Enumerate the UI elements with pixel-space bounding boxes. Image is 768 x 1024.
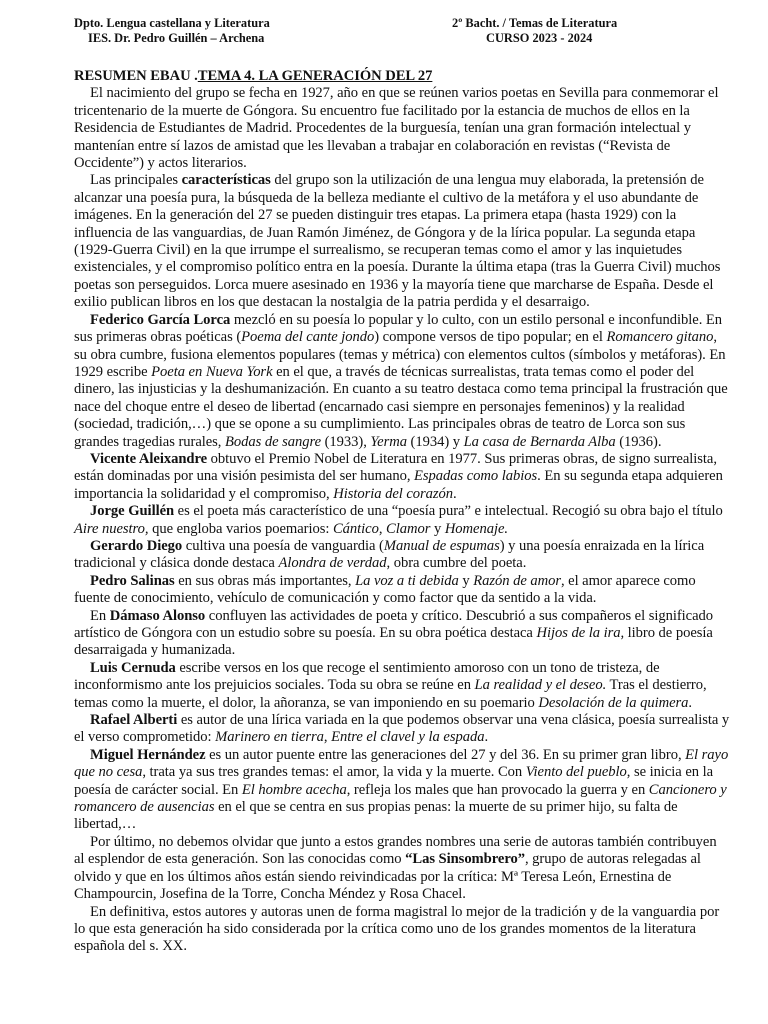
text-run: , su obra cumbre, fusiona elementos populares (temas y métrica) con elementos cultos (símbolos y metáforas). En 1929 escribe <box>74 329 726 380</box>
text-run: El nacimiento del grupo se fecha en 1927, año en que se reúnen varios poetas en Sevilla para conmemorar el tricentenario de la muerte de Góngora. Su encuentro fue facilitado por la estancia de muchos de ellos en la Residencia de Estudiantes de Madrid. Procedentes de la burguesía, tenían una gran formación intelectual y mantenían entre sí lazos de amistad que les llevaban a trabajar en colaboración en revistas (“Revista de Occidente”) y actos literarios. <box>74 85 719 172</box>
text-run: cultiva una poesía de vanguardia ( <box>182 537 384 554</box>
document-body <box>74 68 730 956</box>
work-title: Clamor <box>386 520 431 537</box>
paragraph <box>74 172 730 311</box>
text-run: , <box>323 729 332 746</box>
text-run: . <box>484 729 489 746</box>
text-run: En definitiva, estos autores y autoras unen de forma magistral lo mejor de la tradición y de la vanguardia por lo que esta generación ha sido considerada por la crítica como uno de los grandes momentos de la literatura española del s. XX. <box>74 903 720 955</box>
school-line: IES. Dr. Pedro Guillén – Archena <box>88 31 265 45</box>
bold-term: Pedro Salinas <box>90 572 175 589</box>
paragraph <box>74 608 730 660</box>
work-title: Alondra de verdad <box>278 555 387 572</box>
work-title: La casa de Bernarda Alba <box>463 433 616 450</box>
work-title: Bodas de sangre <box>225 433 322 450</box>
text-run: en sus obras más importantes, <box>174 572 356 589</box>
work-title: Romancero gitano <box>606 329 714 346</box>
text-run: ) compone versos de tipo popular; en el <box>374 329 607 346</box>
bold-term: Federico García Lorca <box>90 311 231 328</box>
text-run: (1933), <box>321 433 371 450</box>
text-run: en el que se centra en sus propias penas: la muerte de su primer hijo, su falta de libertad,… <box>74 799 678 833</box>
text-run: del grupo son la utilización de una lengua muy elaborada, la pretensión de alcanzar una poesía pura, la búsqueda de la belleza mediante el cultivo de la metáfora y el uso abundante de imágenes. En la generación del 27 se pueden distinguir tres etapas. La primera etapa (hasta 1929) con la influencia de las vanguardias, de Juan Ramón Jiménez, de Góngora y de la lírica popular. La segunda etapa (1929-Guerra Civil) en la que irrumpe el surrealismo, se recuperan temas como el amor y las inquietudes existenciales, y el compromiso político entra en la poesía. Durante la última etapa (tras la Guerra Civil) muchos poetas son perseguidos. Lorca muere asesinado en 1936 y la mayoría tiene que marcharse de España. Desde el exilio publican libros en los que destacan la nostalgia de la patria perdida y el desarraigo. <box>74 172 721 311</box>
text-run: , el amor aparece como fuente de conocimiento, vehículo de comunicación y como factor que da sentido a la vida. <box>74 572 696 607</box>
work-title: Poeta en Nueva York <box>151 363 273 380</box>
paragraph <box>74 85 730 172</box>
work-title: El hombre acecha <box>241 781 347 798</box>
work-title: Razón de amor <box>473 572 561 589</box>
text-run: , <box>378 520 387 537</box>
text-run: , trata ya sus tres grandes temas: el amor, la vida y la muerte. Con <box>142 764 526 781</box>
paragraph <box>74 904 730 956</box>
course-line: 2º Bacht. / Temas de Literatura <box>452 16 618 30</box>
paragraph-list <box>74 85 730 955</box>
text-run: libro de poesía desarraigada y humanizada. <box>74 625 713 659</box>
bold-term: Jorge Guillén <box>90 503 175 520</box>
document-title <box>74 68 730 85</box>
bold-term: Dámaso Alonso <box>109 607 206 624</box>
text-run: (1936). <box>615 433 662 450</box>
text-run: es un autor puente entre las generaciones del 27 y del 36. En su primer gran libro, <box>205 746 686 763</box>
work-title: Entre el clavel y la espada <box>331 729 485 746</box>
paragraph <box>74 312 730 451</box>
paragraph <box>74 573 730 608</box>
work-title: Espadas como labios <box>414 468 538 485</box>
header-right <box>452 16 692 46</box>
text-run: Por último, no debemos olvidar que junto a estos grandes nombres una serie de autoras también contribuyen al esplendor de esta generación. Son las conocidas como <box>74 833 717 868</box>
work-title: Viento del pueblo <box>525 764 627 781</box>
work-title: La voz a ti debida <box>355 572 459 589</box>
text-run: mezcló en su poesía lo popular y lo culto, con un estilo personal e inconfundible. En sus primeras obras poéticas ( <box>74 311 723 346</box>
title-main: TEMA 4. LA GENERACIÓN DEL 27 <box>197 68 433 84</box>
work-title: La realidad y el deseo. <box>474 677 607 694</box>
text-run: obtuvo el Premio Nobel de Literatura en 1977. Sus primeras obras, de signo surrealista, están dominadas por una visión pesimista del ser humano, <box>74 450 717 485</box>
text-run: . En su segunda etapa adquieren importancia la solidaridad y el compromiso, <box>74 468 723 502</box>
work-title: Hijos de la ira, <box>536 625 625 641</box>
bold-term: Rafael Alberti <box>90 712 178 729</box>
text-run: y <box>430 520 445 537</box>
bold-term: Miguel Hernández <box>90 746 206 763</box>
text-run: , obra cumbre del poeta. <box>386 555 527 572</box>
text-run: es el poeta más característico de una “poesía pura” e intelectual. Recogió su obra bajo el título <box>174 503 723 520</box>
title-prefix: RESUMEN EBAU . <box>74 68 198 84</box>
bold-term: características <box>181 172 271 189</box>
text-run: Las principales <box>90 172 182 189</box>
work-title: Homenaje. <box>444 520 508 537</box>
text-run: y <box>458 572 474 589</box>
paragraph <box>74 451 730 503</box>
paragraph <box>74 747 730 834</box>
work-title: Poema del cante jondo <box>241 329 375 346</box>
text-run: ) y una poesía enraizada en la lírica tradicional y clásica donde destaca <box>74 537 705 572</box>
paragraph <box>74 712 730 747</box>
work-title: Marinero en tierra <box>215 729 324 746</box>
work-title: Historia del corazón <box>333 485 454 502</box>
text-run: Tras el destierro, temas como la muerte, el dolor, la añoranza, se van imponiendo en su poemario <box>74 677 707 711</box>
bold-term: Luis Cernuda <box>90 659 176 676</box>
paragraph <box>74 503 730 538</box>
work-title: Cántico <box>332 520 379 537</box>
work-title: Aire nuestro, <box>74 520 149 537</box>
text-run: , refleja los males que han provocado la guerra y en <box>346 781 649 798</box>
text-run: escribe versos en los que recoge el sentimiento amoroso con un tono de tristeza, de inconformismo ante los prejuicios sociales. Toda su obra se reúne en <box>74 659 660 694</box>
paragraph <box>74 660 730 712</box>
bold-term: Vicente Aleixandre <box>90 450 208 467</box>
bold-term: Gerardo Diego <box>90 537 183 554</box>
text-run: confluyen las actividades de poeta y crítico. Descubrió a sus compañeros el significado artístico de Góngora con un estudio sobre su poesía. En su obra poética destaca <box>74 607 714 641</box>
text-run: . <box>688 694 692 711</box>
text-run: en el que, a través de técnicas surrealistas, trata temas como el poder del dinero, las injusticias y la deshumanización. En cuanto a su teatro destaca como tema principal la frustración que nace del choque entre el deseo de libertad (encarnado casi siempre en personajes femeninos) y la realidad (sociedad, tradición,…) que se opone a su cumplimiento. Las principales obras de teatro de Lorca son sus grandes tragedias rurales, <box>74 363 728 450</box>
paragraph <box>74 834 730 904</box>
text-run: , grupo de autoras relegadas al olvido y que en los últimos años están siendo reivindicadas por la crítica: Mª Teresa León, Ernestina de Champourcin, Josefina de la Torre, Concha Méndez y Rosa Chacel. <box>74 851 701 903</box>
work-title: Manual de espumas <box>383 537 500 554</box>
work-title: El rayo que no cesa <box>74 746 729 781</box>
bold-term: “Las Sinsombrero” <box>405 851 525 868</box>
paragraph <box>74 538 730 573</box>
text-run: . <box>453 485 457 502</box>
text-run: (1934) y <box>406 433 464 450</box>
text-run: que engloba varios poemarios: <box>148 520 333 537</box>
text-run: es autor de una lírica variada en la que podemos observar una vena clásica, poesía surrealista y el verso comprometido: <box>74 712 730 746</box>
text-run: , se inicia en la poesía de carácter social. En <box>74 764 714 798</box>
year-line: CURSO 2023 - 2024 <box>486 31 593 45</box>
text-run: En <box>90 607 110 624</box>
department-line: Dpto. Lengua castellana y Literatura <box>74 16 270 30</box>
header-left <box>74 16 404 46</box>
work-title: Cancionero y romancero de ausencias <box>74 781 727 816</box>
work-title: Yerma <box>370 433 407 450</box>
work-title: Desolación de la quimera <box>538 694 689 711</box>
